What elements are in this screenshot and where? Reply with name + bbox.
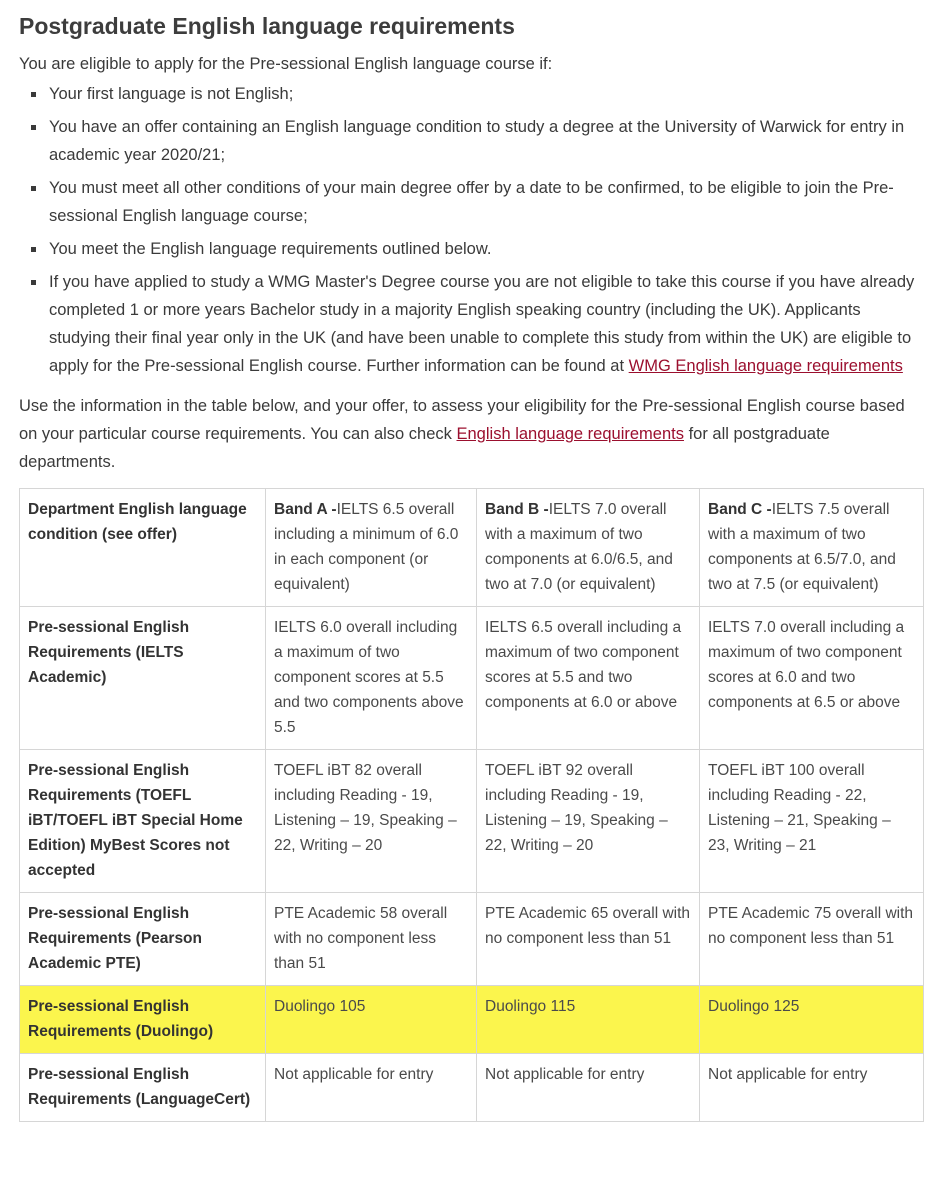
table-cell: Duolingo 105 <box>266 986 477 1054</box>
header-label: Department English language condition (see offer) <box>20 489 266 607</box>
row-label: Pre-sessional English Requirements (Pearson Academic PTE) <box>20 893 266 986</box>
table-header-row <box>20 489 924 607</box>
intro-text: You are eligible to apply for the Pre-sessional English language course if: <box>19 55 553 73</box>
list-item-wmg <box>19 268 923 380</box>
table-cell: IELTS 6.0 overall including a maximum of two component scores at 5.5 and two components above 5.5 <box>266 607 477 750</box>
band-b-name: Band B - <box>485 501 549 518</box>
band-b-cell <box>477 489 700 607</box>
table-cell: Not applicable for entry <box>266 1054 477 1122</box>
band-c-name: Band C - <box>708 501 772 518</box>
table-cell: TOEFL iBT 92 overall including Reading - 19, Listening – 19, Speaking – 22, Writing – 20 <box>477 750 700 893</box>
table-row-toefl <box>20 750 924 893</box>
table-row-languagecert <box>20 1054 924 1122</box>
list-item: You have an offer containing an English language condition to study a degree at the University of Warwick for entry in academic year 2020/21; <box>19 113 923 169</box>
table-row-pte <box>20 893 924 986</box>
table-cell: PTE Academic 65 overall with no component less than 51 <box>477 893 700 986</box>
eligibility-list <box>19 80 923 380</box>
table-cell: PTE Academic 75 overall with no component less than 51 <box>700 893 924 986</box>
band-a-cell <box>266 489 477 607</box>
band-c-cell <box>700 489 924 607</box>
band-a-name: Band A - <box>274 501 337 518</box>
list-item: You must meet all other conditions of your main degree offer by a date to be confirmed, to be eligible to join the Pre-sessional English language course; <box>19 174 923 230</box>
table-cell: IELTS 6.5 overall including a maximum of two component scores at 5.5 and two components at 6.0 or above <box>477 607 700 750</box>
page-title: Postgraduate English language requirements <box>19 13 515 39</box>
table-cell: Duolingo 125 <box>700 986 924 1054</box>
use-info-text <box>19 392 923 476</box>
row-label: Pre-sessional English Requirements (IELTS Academic) <box>20 607 266 750</box>
table-row-duolingo <box>20 986 924 1054</box>
table-cell: TOEFL iBT 82 overall including Reading - 19, Listening – 19, Speaking – 22, Writing – 20 <box>266 750 477 893</box>
list-item: Your first language is not English; <box>19 80 923 108</box>
table-cell: Not applicable for entry <box>477 1054 700 1122</box>
row-label: Pre-sessional English Requirements (TOEFL iBT/TOEFL iBT Special Home Edition) MyBest Scores not accepted <box>20 750 266 893</box>
band-a-desc: IELTS 6.5 overall including a minimum of 6.0 in each component (or equivalent) <box>274 501 459 593</box>
band-b-desc: IELTS 7.0 overall with a maximum of two components at 6.0/6.5, and two at 7.0 (or equivalent) <box>485 501 673 593</box>
table-cell: TOEFL iBT 100 overall including Reading - 22, Listening – 21, Speaking – 23, Writing – 21 <box>700 750 924 893</box>
list-item: You meet the English language requirements outlined below. <box>19 235 923 263</box>
row-label: Pre-sessional English Requirements (LanguageCert) <box>20 1054 266 1122</box>
row-label: Pre-sessional English Requirements (Duolingo) <box>20 986 266 1054</box>
table-row-ielts <box>20 607 924 750</box>
requirements-table <box>19 488 924 1122</box>
english-requirements-link[interactable]: English language requirements <box>456 425 684 443</box>
use-info-before: Use the information in the table below, and your offer, to assess your eligibility for the Pre-sessional English course based on your particular course requirements. You can also check <box>19 397 905 443</box>
band-c-desc: IELTS 7.5 overall with a maximum of two components at 6.5/7.0, and two at 7.5 (or equivalent) <box>708 501 896 593</box>
use-info-after: for all postgraduate departments. <box>19 425 830 471</box>
wmg-english-link[interactable]: WMG English language requirements <box>628 357 903 375</box>
table-cell: IELTS 7.0 overall including a maximum of two component scores at 6.0 and two components at 6.5 or above <box>700 607 924 750</box>
wmg-text: If you have applied to study a WMG Master's Degree course you are not eligible to take this course if you have already completed 1 or more years Bachelor study in a majority English speaking country (including the UK). Applicants studying their final year only in the UK (and have been unable to complete this study from within the UK) are eligible to apply for the Pre-sessional English course. Further information can be found at <box>49 273 915 375</box>
table-cell: PTE Academic 58 overall with no component less than 51 <box>266 893 477 986</box>
table-cell: Not applicable for entry <box>700 1054 924 1122</box>
table-cell: Duolingo 115 <box>477 986 700 1054</box>
